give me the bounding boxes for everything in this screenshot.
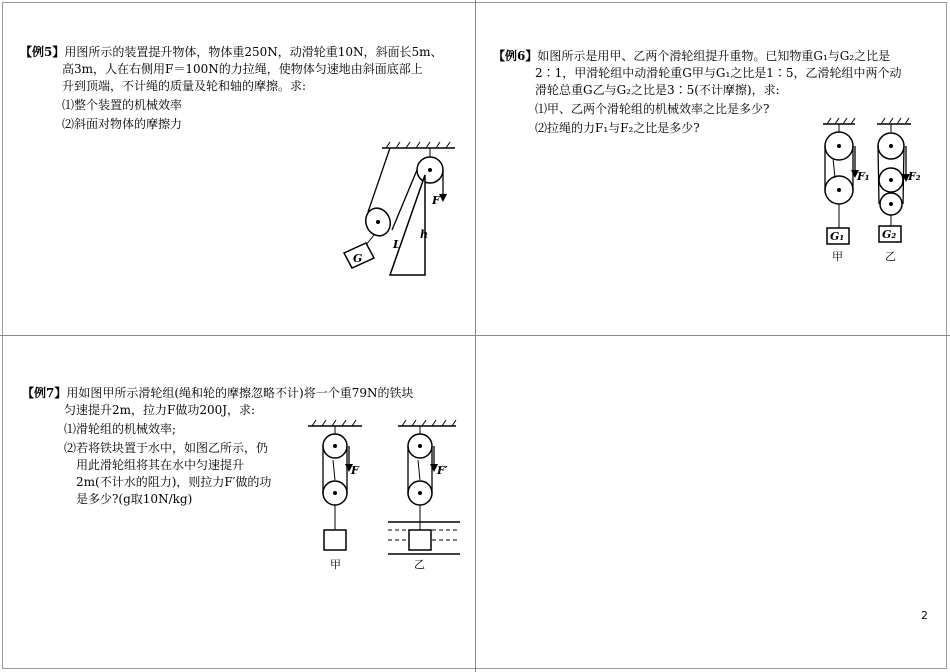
ex6-q2: ⑵拉绳的力F₁与F₂之比是多少? [535, 121, 700, 135]
ex6-label-G2: G₂ [882, 228, 897, 241]
ex5-label-L: L [393, 238, 401, 251]
page-number: 2 [921, 609, 928, 622]
ex7-q2b: 用此滑轮组将其在水中匀速提升 [76, 458, 245, 472]
vertical-divider [475, 0, 476, 672]
ex6-tag: 【例6】 [493, 49, 538, 63]
ex7-q1: ⑴滑轮组的机械效率; [64, 422, 177, 436]
ex5-text [20, 44, 443, 133]
horizontal-divider [0, 335, 950, 336]
ex5-label-G: G [353, 252, 363, 265]
ex6-label-F2: F₂ [908, 170, 921, 183]
ex5-label-h: h [420, 228, 428, 241]
ex5-q1: ⑴整个装置的机械效率 [62, 98, 183, 112]
ex7-label-F: F [351, 464, 359, 477]
ex6-label-G1: G₁ [830, 230, 845, 243]
ex7-q2a: ⑵若将铁块置于水中，如图乙所示，仍 [64, 441, 269, 455]
ex7-figure [300, 418, 470, 573]
ex5-figure [330, 140, 460, 280]
ex6-line2: 2∶1，甲滑轮组中动滑轮重G甲与G₁之比是1∶5，乙滑轮组中两个动 [535, 66, 902, 80]
ex6-line3: 滑轮总重G乙与G₂之比是3∶5(不计摩擦)，求: [535, 83, 780, 97]
ex7-line2: 匀速提升2m，拉力F做功200J，求: [64, 403, 256, 417]
ex5-line1: 用图所示的装置提升物体，物体重250N，动滑轮重10N，斜面长5m、 [64, 45, 443, 59]
ex6-label-F1: F₁ [857, 170, 870, 183]
ex6-q1: ⑴甲、乙两个滑轮组的机械效率之比是多少? [535, 102, 770, 116]
ex5-tag: 【例5】 [20, 45, 65, 59]
ex6-label-jia: 甲 [832, 250, 843, 263]
ex6-label-yi: 乙 [885, 250, 896, 263]
ex6-figure [815, 118, 925, 268]
ex7-tag: 【例7】 [22, 386, 67, 400]
ex5-label-F: F [432, 194, 440, 207]
ex5-q2: ⑵斜面对物体的摩擦力 [62, 117, 183, 131]
ex7-label-Fp: F′ [437, 464, 448, 477]
ex7-line1: 用如图甲所示滑轮组(绳和轮的摩擦忽略不计)将一个重79N的铁块 [66, 386, 414, 400]
ex6-line1: 如图所示是用甲、乙两个滑轮组提升重物。已知物重G₁与G₂之比是 [537, 49, 891, 63]
ex5-line3: 升到顶端，不计绳的质量及轮和轴的摩擦。求: [62, 79, 307, 93]
ex7-label-jia: 甲 [330, 558, 341, 571]
ex5-line2: 高3m，人在右侧用F＝100N的力拉绳，使物体匀速地由斜面底部上 [62, 62, 423, 76]
ex7-q2c: 2m(不计水的阻力)，则拉力F′做的功 [76, 475, 272, 489]
ex7-label-yi: 乙 [414, 558, 425, 571]
ex7-q2d: 是多少?(g取10N/kg) [76, 492, 193, 506]
